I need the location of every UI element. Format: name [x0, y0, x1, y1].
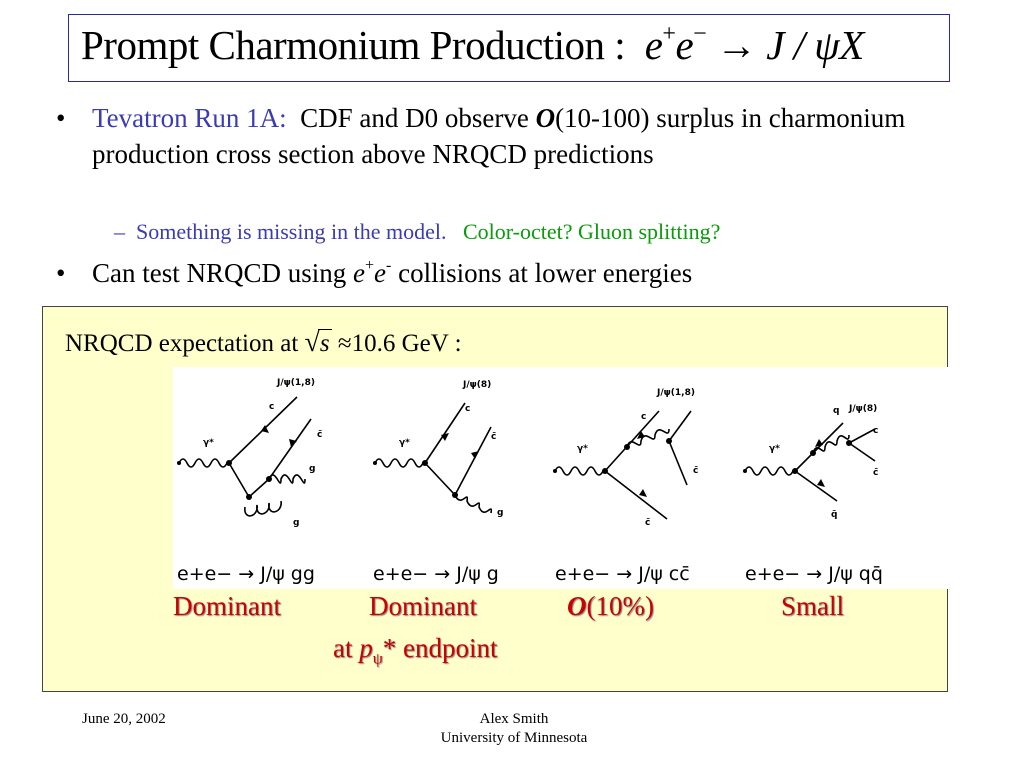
expectation-prefix: NRQCD expectation at: [65, 330, 299, 357]
rate-endpoint: [333, 633, 498, 668]
footer-author-block: [414, 710, 614, 748]
endpoint-at: at: [333, 633, 353, 663]
diagram-label: c: [465, 404, 471, 414]
bullet2-plus: +: [365, 257, 375, 274]
diagram-label: q̄: [831, 510, 838, 520]
footer-author: Alex Smith: [479, 711, 549, 727]
rate-order-10-percent: [567, 591, 654, 622]
rate-order-symbol: O: [567, 591, 587, 621]
sub-bullet: [114, 219, 720, 245]
title-text: Prompt Charmonium Production :: [81, 22, 626, 68]
bullet2-text-a: Can test NRQCD using: [92, 258, 347, 288]
diagram-label: γ*: [203, 438, 214, 448]
diagram-label: c̄: [645, 518, 651, 528]
bullet-nrqcd-text: [92, 258, 692, 289]
rate-dominant-2: Dominant: [369, 591, 477, 621]
title-arrow: →: [715, 22, 757, 68]
bullet2-minus: -: [386, 257, 392, 274]
diagram-label: c̄: [873, 468, 879, 478]
diagram-label: q: [833, 406, 840, 416]
diagram-equation: e+e− → J/ψ qq̄: [745, 563, 883, 585]
diagram-label: c: [269, 402, 275, 412]
diagram-equation: e+e− → J/ψ cc̄: [555, 563, 690, 585]
footer-date: June 20, 2002: [82, 711, 166, 727]
title-sup-minus: −: [693, 21, 707, 47]
diagram-label: g: [309, 464, 316, 474]
rate-labels: [43, 307, 949, 693]
footer-affiliation: University of Minnesota: [440, 730, 588, 746]
diagram-label: c̄: [491, 432, 497, 442]
rate-small: Small: [781, 591, 845, 621]
diagram-label: γ*: [577, 444, 588, 454]
bullet2-e1: e: [353, 258, 365, 288]
diagram-label: J/ψ(1,8): [277, 378, 315, 388]
endpoint-p: p: [359, 633, 373, 663]
diagram-label: c: [873, 426, 879, 436]
sub-bullet-blue: Something is missing in the model.: [136, 219, 447, 244]
title-e2: e: [675, 22, 694, 68]
sub-bullet-marker: –: [114, 219, 125, 244]
diagram-equation: e+e− → J/ψ gg: [177, 563, 315, 585]
slide-title: [81, 21, 864, 69]
bullet-text-b: (10-100) surplus in charmonium production cross section above NRQCD predictions: [92, 103, 906, 169]
title-box: [68, 14, 950, 82]
title-e1: e: [644, 22, 663, 68]
rate-dominant-1: Dominant: [173, 591, 281, 621]
bullet-marker: •: [56, 258, 66, 288]
diagram-equation: e+e− → J/ψ g: [373, 563, 499, 585]
diagram-label: g: [293, 518, 300, 528]
endpoint-psi: ψ: [372, 650, 383, 668]
diagram-label: c̄: [693, 466, 699, 476]
nrqcd-expectation-box: [42, 306, 948, 692]
rate-order-value: (10%): [586, 591, 654, 621]
diagram-label: J/ψ(1,8): [657, 388, 695, 398]
sqrt-icon: √: [304, 327, 320, 358]
endpoint-text: * endpoint: [382, 633, 498, 663]
title-jpsi: J / ψX: [766, 22, 864, 68]
bullet-text-a: CDF and D0 observe: [300, 103, 529, 133]
diagram-label: J/ψ(8): [849, 404, 878, 414]
bullet2-e2: e: [374, 258, 387, 288]
sqrt-s: s: [319, 330, 330, 357]
diagram-label: g: [497, 508, 504, 518]
bullet-lead: Tevatron Run 1A:: [92, 103, 287, 133]
order-symbol: O: [535, 103, 556, 133]
sub-bullet-green: Color-octet? Gluon splitting?: [462, 219, 721, 244]
title-sup-plus: +: [662, 21, 676, 47]
bullet2-text-b: collisions at lower energies: [398, 258, 693, 288]
diagram-label: γ*: [399, 438, 410, 448]
diagram-label: J/ψ(8): [463, 380, 492, 390]
diagram-label: γ*: [769, 444, 780, 454]
energy-value: ≈10.6 GeV :: [337, 330, 462, 357]
bullet-marker: •: [56, 103, 66, 133]
diagram-label: c̄: [317, 430, 323, 440]
bullet-tevatron-text: [92, 100, 952, 172]
diagram-label: c: [641, 412, 647, 422]
